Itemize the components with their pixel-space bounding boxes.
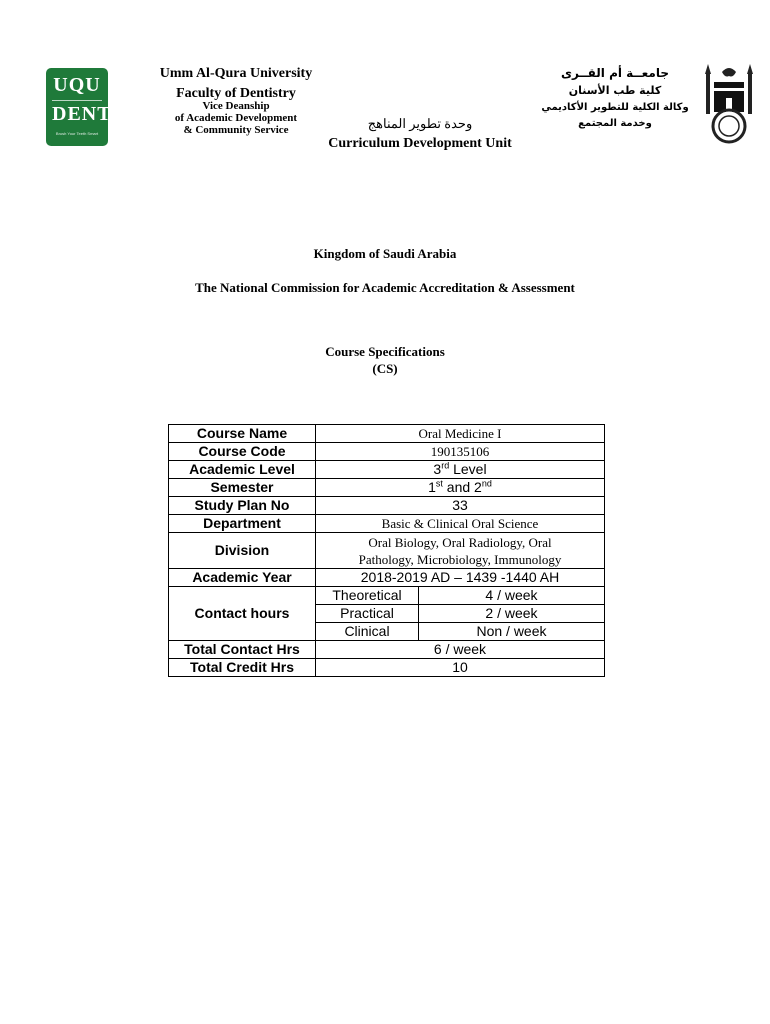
table-row — [169, 461, 605, 479]
logo-text-dent: DENT — [52, 100, 102, 125]
course-code-label: Course Code — [169, 443, 316, 461]
university-name: Umm Al-Qura University — [159, 66, 313, 81]
kingdom-title: Kingdom of Saudi Arabia — [313, 246, 457, 261]
course-spec-table — [168, 424, 605, 677]
contact-value: Non / week — [419, 623, 605, 641]
arabic-university: جامعــة أم القــرى — [560, 66, 670, 80]
total-contact-value: 6 / week — [316, 641, 605, 659]
academic-development: of Academic Development — [174, 112, 298, 124]
study-plan-value: 33 — [316, 497, 605, 515]
study-plan-label: Study Plan No — [169, 497, 316, 515]
division-label: Division — [169, 533, 316, 569]
arabic-vice: وكالة الكلية للتطوير الأكاديمي — [541, 102, 689, 113]
uqu-dent-logo — [46, 68, 112, 146]
table-row — [169, 479, 605, 497]
course-spec-title: Course Specifications — [325, 344, 445, 359]
course-name-label: Course Name — [169, 425, 316, 443]
contact-type: Theoretical — [316, 587, 419, 605]
commission-title: The National Commission for Academic Accreditation & Assessment — [195, 280, 575, 295]
arabic-faculty: كلية طب الأسنان — [568, 84, 662, 97]
unit-arabic: وحدة تطوير المناهج — [367, 116, 473, 131]
table-row — [169, 569, 605, 587]
logo-text-uqu: UQU — [53, 74, 101, 96]
table-row — [169, 497, 605, 515]
course-name-value: Oral Medicine I — [316, 425, 605, 443]
course-spec-abbr: (CS) — [372, 361, 398, 376]
vice-deanship: Vice Deanship — [202, 100, 270, 112]
table-row — [169, 641, 605, 659]
academic-level-value: 3rd Level — [316, 461, 605, 479]
contact-value: 2 / week — [419, 605, 605, 623]
contact-type: Clinical — [316, 623, 419, 641]
community-service: & Community Service — [183, 124, 289, 136]
unit-name: Curriculum Development Unit — [328, 136, 512, 151]
semester-label: Semester — [169, 479, 316, 497]
university-seal-icon — [700, 60, 758, 146]
table-row — [169, 587, 605, 605]
contact-type: Practical — [316, 605, 419, 623]
contact-hours-label: Contact hours — [169, 587, 316, 641]
department-label: Department — [169, 515, 316, 533]
total-contact-label: Total Contact Hrs — [169, 641, 316, 659]
table-row — [169, 425, 605, 443]
table-row — [169, 533, 605, 569]
division-value: Oral Biology, Oral Radiology, Oral Pathology, Microbiology, Immunology — [316, 533, 605, 569]
academic-year-value: 2018-2019 AD – 1439 -1440 AH — [316, 569, 605, 587]
total-credit-value: 10 — [316, 659, 605, 677]
semester-value: 1st and 2nd — [316, 479, 605, 497]
arabic-community: وخدمة المجتمع — [578, 118, 652, 129]
total-credit-label: Total Credit Hrs — [169, 659, 316, 677]
logo-tagline: Brush Your Teeth Smart — [55, 131, 99, 136]
academic-level-label: Academic Level — [169, 461, 316, 479]
faculty-name: Faculty of Dentistry — [176, 86, 296, 101]
table-row — [169, 659, 605, 677]
course-code-value: 190135106 — [316, 443, 605, 461]
academic-year-label: Academic Year — [169, 569, 316, 587]
table-row — [169, 515, 605, 533]
table-row — [169, 443, 605, 461]
contact-value: 4 / week — [419, 587, 605, 605]
department-value: Basic & Clinical Oral Science — [316, 515, 605, 533]
